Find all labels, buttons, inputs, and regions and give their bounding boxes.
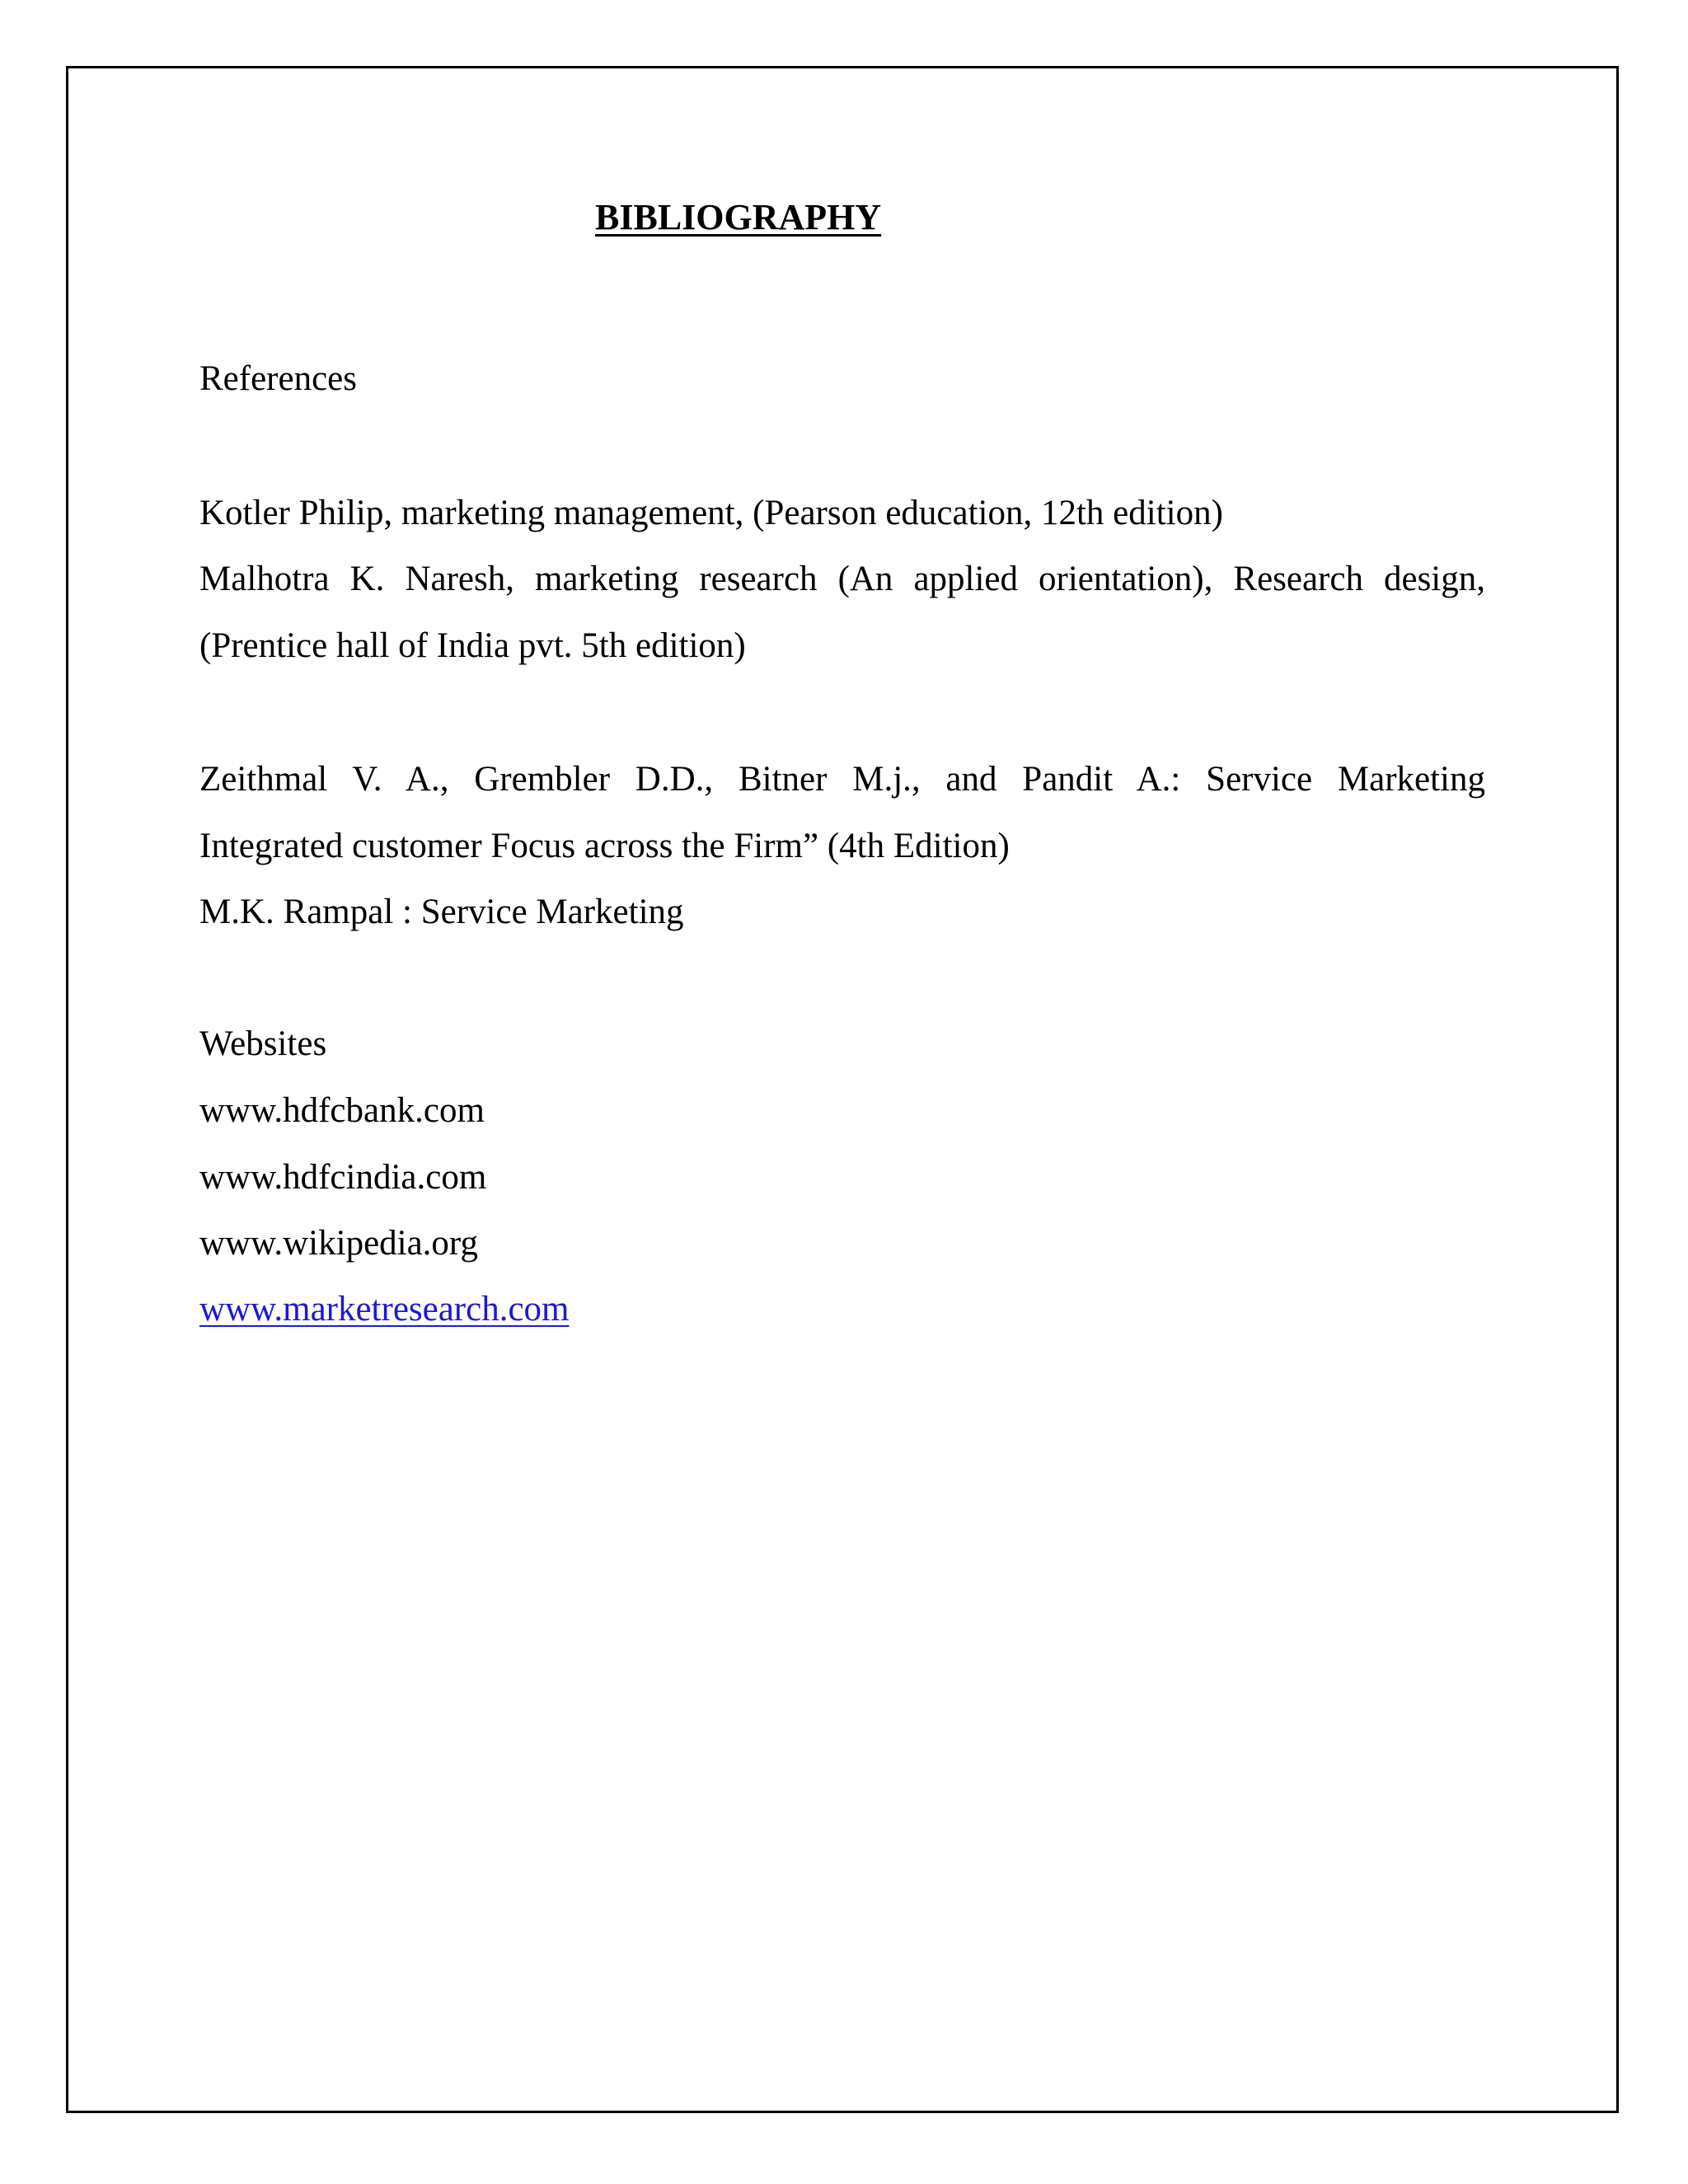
reference-entry: (Prentice hall of India pvt. 5th edition) — [199, 626, 746, 665]
website-entry: www.hdfcbank.com — [199, 1091, 485, 1130]
websites-heading: Websites — [199, 1024, 327, 1063]
references-heading: References — [199, 359, 357, 398]
reference-entry: M.K. Rampal : Service Marketing — [199, 893, 684, 931]
reference-entry: Zeithmal V. A., Grembler D.D., Bitner M.j., and Pandit A.: Service Marketing — [199, 760, 1485, 799]
reference-entry: Malhotra K. Naresh, marketing research (An applied orientation), Research design, — [199, 560, 1485, 598]
reference-entry: Integrated customer Focus across the Firm” (4th Edition) — [199, 827, 1010, 865]
website-entry: www.hdfcindia.com — [199, 1158, 487, 1197]
page-title: BIBLIOGRAPHY — [595, 197, 882, 237]
reference-entry: Kotler Philip, marketing management, (Pearson education, 12th edition) — [199, 494, 1223, 532]
website-entry: www.wikipedia.org — [199, 1224, 478, 1263]
website-link[interactable]: www.marketresearch.com — [199, 1290, 570, 1329]
